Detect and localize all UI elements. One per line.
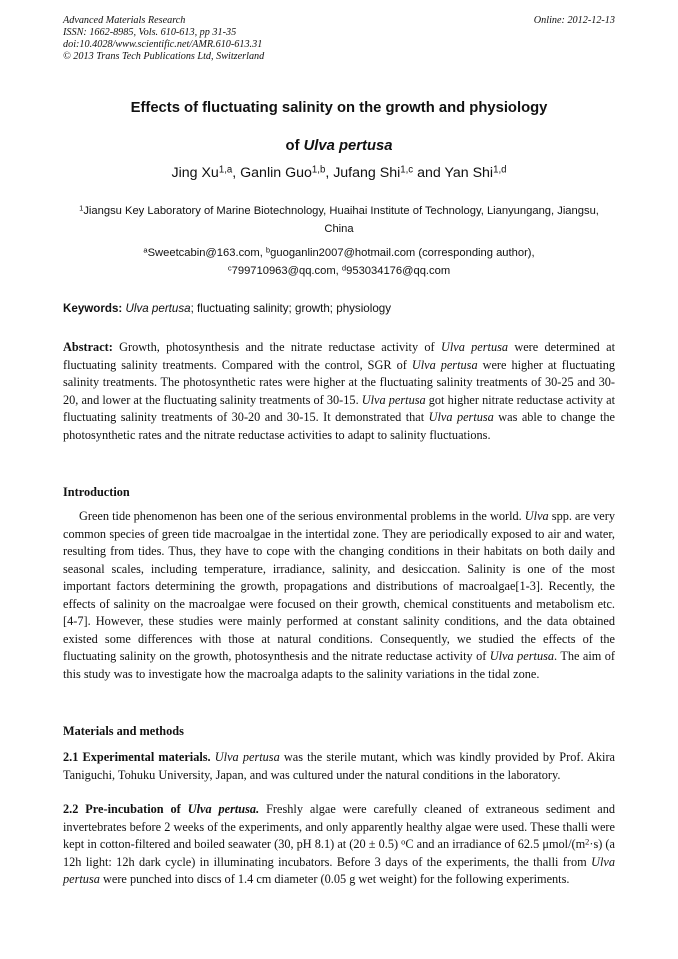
- section-heading-methods: Materials and methods: [63, 724, 184, 738]
- email-c[interactable]: 799710963@qq.com,: [231, 265, 342, 277]
- email-b[interactable]: guoganlin2007@hotmail.com (corresponding author),: [270, 247, 535, 259]
- abstract-text: got higher nitrate reductase activity at fluctuating salinity treatments of 30-20 and 30-15. It demonstrated that: [63, 392, 615, 424]
- affiliation: [63, 202, 615, 238]
- journal-header: [63, 15, 615, 63]
- abstract-text: Growth, photosynthesis and the nitrate reductase activity of: [112, 340, 441, 354]
- species-name: Ulva: [524, 509, 549, 523]
- unit-sup: 2: [585, 837, 590, 847]
- journal-name: Advanced Materials Research: [63, 15, 186, 26]
- email-sup: b: [265, 245, 271, 255]
- author-name: Jufang Shi: [333, 165, 401, 181]
- author-sup: 1,b: [311, 164, 326, 176]
- species-name: Ulva pertusa: [428, 410, 494, 424]
- keywords-label: Keywords:: [63, 302, 123, 315]
- author-separator: ,: [232, 165, 241, 181]
- email-line-2: [63, 262, 615, 280]
- author-separator: ,: [325, 165, 334, 181]
- species-name: Ulva pertusa: [440, 340, 509, 354]
- subsection-label-species: Ulva pertusa.: [187, 802, 260, 816]
- email-sup: d: [341, 263, 347, 273]
- species-name: Ulva pertusa: [214, 750, 280, 764]
- degree-sup: o: [401, 837, 406, 847]
- copyright-line: © 2013 Trans Tech Publications Ltd, Switzerland: [63, 51, 265, 62]
- subsection-text: C and an irradiance of 62.5 μmol/(m: [405, 837, 586, 851]
- species-name: Ulva pertusa: [63, 854, 615, 886]
- affiliation-sup: 1: [79, 203, 84, 213]
- author-sup: 1,d: [493, 164, 507, 176]
- title-line-1: Effects of fluctuating salinity on the growth and physiology: [130, 100, 548, 116]
- email-sup: a: [143, 245, 148, 255]
- paper-title: [63, 89, 615, 165]
- email-sup: c: [227, 263, 232, 273]
- email-a[interactable]: Sweetcabin@163.com,: [147, 247, 266, 259]
- intro-text: Green tide phenomenon has been one of the serious environmental problems in the world.: [79, 509, 525, 523]
- title-species: Ulva pertusa: [303, 138, 393, 154]
- intro-text: spp. are very common species of green tide macroalgae in the intertidal zone. They are periodically exposed to air and water, resulting from tides. Thus, they have to cope with the changing conditions in their habitats on both daily and seasonal scales, including temperature, irradiance, salinity, and desiccation. Salinity is one of the most important factors determining the growth, propagations and distributions of macroalgae[1-3]. Recently, the effects of salinity on the macroalgae were focused on their growth, chemical constituents and metabolism etc. [4-7]. However, these studies were mainly performed at constant salinity conditions, and the data obtained existed some differences with those at natural conditions. Consequently, we studied the effects of the fluctuating salinity on the growth, photosynthesis and the nitrate reductase activity of: [63, 509, 615, 663]
- subsection-text: was the sterile mutant, which was kindly provided by Prof. Akira Taniguchi, Tohuku University, Japan, and was cultured under the natural conditions in the laboratory.: [63, 750, 615, 782]
- email-line-1: [63, 244, 615, 262]
- affiliation-text: Jiangsu Key Laboratory of Marine Biotechnology, Huaihai Institute of Technology, Lianyungang, Jiangsu, China: [83, 205, 599, 235]
- author-separator: and: [413, 165, 445, 181]
- abstract-text: were higher at fluctuating salinity treatments. The photosynthetic rates were higher at the fluctuating salinity treatments of 30-25 and 30-20, and lower at the fluctuating salinity treatments of 30-15.: [63, 357, 615, 407]
- abstract-text: was able to change the photosynthetic rates and the nitrate reductase activities to adapt to salinity fluctuations.: [63, 410, 615, 442]
- doi-line[interactable]: doi:10.4028/www.scientific.net/AMR.610-613.31: [63, 39, 263, 50]
- abstract-paragraph: [63, 339, 615, 444]
- author-emails: [63, 244, 615, 280]
- author-name: Ganlin Guo: [240, 165, 312, 181]
- online-date: Online: 2012-12-13: [533, 15, 615, 26]
- subsection-label: 2.1 Experimental materials.: [63, 750, 211, 764]
- author-list: [63, 163, 615, 183]
- section-heading-introduction: Introduction: [63, 485, 130, 499]
- subsection-text: ·s) (a 12h light: 12h dark cycle) in illuminating incubators. Before 3 days of the experiments, the thalli from: [63, 837, 615, 869]
- issn-line: ISSN: 1662-8985, Vols. 610-613, pp 31-35: [63, 27, 237, 38]
- abstract-label: Abstract:: [63, 340, 113, 354]
- email-d[interactable]: 953034176@qq.com: [346, 265, 451, 277]
- species-name: Ulva pertusa: [489, 649, 555, 663]
- keywords-rest: ; fluctuating salinity; growth; physiology: [190, 302, 392, 315]
- subsection-label: 2.2 Pre-incubation of: [63, 802, 188, 816]
- abstract-text: were determined at fluctuating salinity treatments. Compared with the control, SGR of: [63, 340, 615, 372]
- author-sup: 1,a: [218, 164, 233, 176]
- subsection-2-2: [63, 801, 615, 889]
- subsection-text: were punched into discs of 1.4 cm diameter (0.05 g wet weight) for the following experiments.: [99, 872, 570, 886]
- author-name: Yan Shi: [444, 165, 494, 181]
- intro-text: . The aim of this study was to investigate how the macroalga adapts to the salinity variations in the tidal zone.: [63, 649, 615, 681]
- species-name: Ulva pertusa: [411, 357, 478, 372]
- author-name: Jing Xu: [171, 165, 219, 181]
- title-prefix: of: [285, 138, 304, 154]
- introduction-paragraph: [63, 508, 615, 683]
- title-line-2: [63, 127, 615, 165]
- author-sup: 1,c: [400, 164, 414, 176]
- keyword-species: Ulva pertusa: [125, 302, 191, 315]
- species-name: Ulva pertusa: [361, 392, 426, 407]
- subsection-text: Freshly algae were carefully cleaned of extraneous sediment and invertebrates before 2 weeks of the experiments, and only apparently healthy algae were used. These thalli were kept in cotton-filtered and boiled seawater (30, pH 8.1) at (20 ± 0.5): [63, 802, 615, 851]
- subsection-2-1: [63, 749, 615, 784]
- keywords: [63, 300, 615, 318]
